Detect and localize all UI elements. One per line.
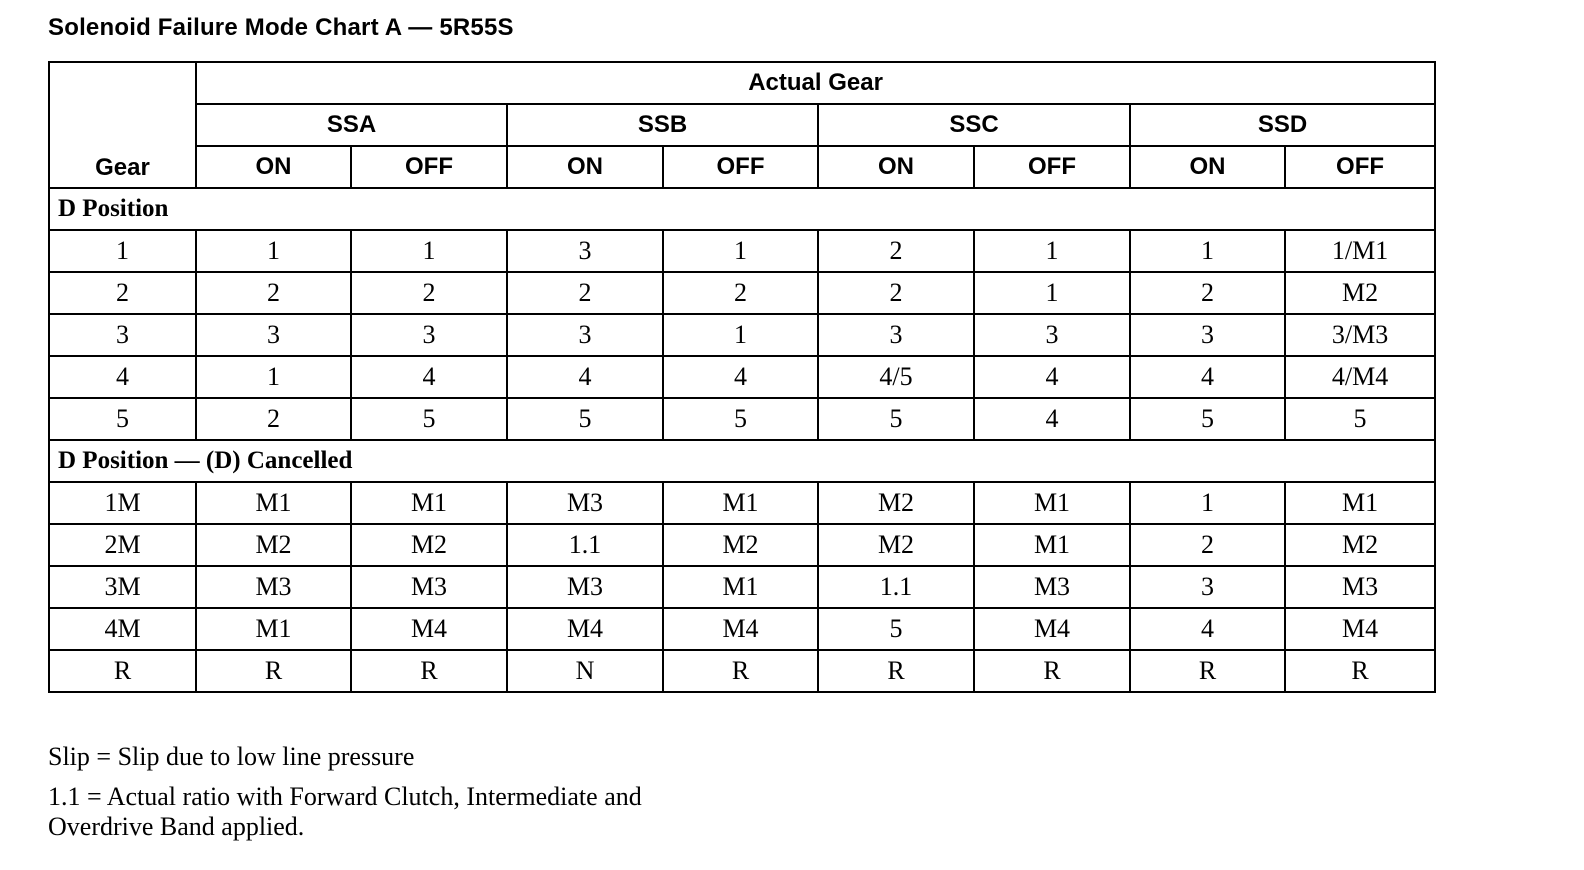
actual-gear-cell: 2 [818, 272, 974, 314]
actual-gear-cell: 2 [1130, 272, 1285, 314]
footnotes [48, 742, 728, 842]
table-row [49, 608, 1435, 650]
actual-gear-cell: M4 [351, 608, 507, 650]
table-row [49, 482, 1435, 524]
actual-gear-cell: 2 [818, 230, 974, 272]
actual-gear-cell: R [1130, 650, 1285, 692]
actual-gear-cell: 4 [1130, 356, 1285, 398]
actual-gear-cell: R [663, 650, 818, 692]
actual-gear-cell: M3 [351, 566, 507, 608]
actual-gear-cell: 4 [351, 356, 507, 398]
actual-gear-cell: M2 [818, 482, 974, 524]
solenoid-failure-table [48, 61, 1436, 693]
actual-gear-cell: 1 [663, 230, 818, 272]
table-row [49, 356, 1435, 398]
table-row [49, 230, 1435, 272]
state-header-ssc-on: ON [818, 146, 974, 188]
footnote-ratio: 1.1 = Actual ratio with Forward Clutch, Intermediate and Overdrive Band applied. [48, 782, 642, 841]
actual-gear-cell: M4 [507, 608, 663, 650]
actual-gear-cell: 5 [1130, 398, 1285, 440]
actual-gear-cell: 4 [1130, 608, 1285, 650]
actual-gear-cell: 1 [974, 272, 1130, 314]
actual-gear-cell: R [196, 650, 351, 692]
table-row [49, 314, 1435, 356]
solenoid-header-ssb: SSB [507, 104, 818, 146]
gear-cell: 2 [49, 272, 196, 314]
actual-gear-cell: 1 [196, 230, 351, 272]
actual-gear-cell: R [974, 650, 1130, 692]
actual-gear-cell: 3 [196, 314, 351, 356]
solenoid-header-ssa: SSA [196, 104, 507, 146]
actual-gear-cell: M1 [196, 608, 351, 650]
actual-gear-cell: 3 [507, 314, 663, 356]
gear-cell: 4 [49, 356, 196, 398]
table-row [49, 524, 1435, 566]
header-row-solenoids [49, 104, 1435, 146]
actual-gear-cell: M1 [974, 482, 1130, 524]
actual-gear-cell: 1.1 [818, 566, 974, 608]
section-row [49, 188, 1435, 230]
actual-gear-header: Actual Gear [196, 62, 1435, 104]
actual-gear-cell: 2 [1130, 524, 1285, 566]
table-row [49, 398, 1435, 440]
actual-gear-cell: 5 [818, 398, 974, 440]
actual-gear-cell: 3 [1130, 566, 1285, 608]
actual-gear-cell: 3 [507, 230, 663, 272]
actual-gear-cell: M1 [974, 524, 1130, 566]
actual-gear-cell: 4 [507, 356, 663, 398]
actual-gear-cell: 5 [351, 398, 507, 440]
actual-gear-cell: 3 [818, 314, 974, 356]
gear-cell: 2M [49, 524, 196, 566]
state-header-ssb-on: ON [507, 146, 663, 188]
table-row [49, 650, 1435, 692]
section-label: D Position [49, 188, 1435, 230]
gear-cell: 4M [49, 608, 196, 650]
section-row [49, 440, 1435, 482]
footnote-slip: Slip = Slip due to low line pressure [48, 742, 415, 771]
actual-gear-cell: 4/5 [818, 356, 974, 398]
header-row-states [49, 146, 1435, 188]
actual-gear-cell: 1 [974, 230, 1130, 272]
actual-gear-cell: M1 [196, 482, 351, 524]
actual-gear-cell: 1.1 [507, 524, 663, 566]
actual-gear-cell: 3 [974, 314, 1130, 356]
actual-gear-cell: M2 [351, 524, 507, 566]
actual-gear-cell: M2 [818, 524, 974, 566]
gear-cell: 1 [49, 230, 196, 272]
gear-cell: R [49, 650, 196, 692]
actual-gear-cell: 1 [196, 356, 351, 398]
chart-title: Solenoid Failure Mode Chart A — 5R55S [48, 14, 514, 41]
actual-gear-cell: M4 [974, 608, 1130, 650]
actual-gear-cell: M2 [663, 524, 818, 566]
actual-gear-cell: R [818, 650, 974, 692]
state-header-ssc-off: OFF [974, 146, 1130, 188]
state-header-ssd-on: ON [1130, 146, 1285, 188]
actual-gear-cell: N [507, 650, 663, 692]
actual-gear-cell: M2 [196, 524, 351, 566]
actual-gear-cell: M3 [196, 566, 351, 608]
actual-gear-cell: 1/M1 [1285, 230, 1435, 272]
gear-cell: 3 [49, 314, 196, 356]
actual-gear-cell: 1 [351, 230, 507, 272]
gear-cell: 3M [49, 566, 196, 608]
actual-gear-cell: 5 [507, 398, 663, 440]
actual-gear-cell: M1 [1285, 482, 1435, 524]
actual-gear-cell: 5 [1285, 398, 1435, 440]
actual-gear-cell: 3 [1130, 314, 1285, 356]
actual-gear-cell: M3 [1285, 566, 1435, 608]
table-body [49, 188, 1435, 692]
gear-column-header: Gear [49, 62, 196, 188]
gear-cell: 1M [49, 482, 196, 524]
actual-gear-cell: M3 [507, 482, 663, 524]
state-header-ssa-off: OFF [351, 146, 507, 188]
actual-gear-cell: 4 [663, 356, 818, 398]
actual-gear-cell: 5 [818, 608, 974, 650]
actual-gear-cell: 2 [663, 272, 818, 314]
solenoid-header-ssd: SSD [1130, 104, 1435, 146]
actual-gear-cell: 1 [663, 314, 818, 356]
solenoid-header-ssc: SSC [818, 104, 1130, 146]
actual-gear-cell: 5 [663, 398, 818, 440]
state-header-ssb-off: OFF [663, 146, 818, 188]
actual-gear-cell: M2 [1285, 524, 1435, 566]
actual-gear-cell: R [1285, 650, 1435, 692]
actual-gear-cell: 4 [974, 398, 1130, 440]
actual-gear-cell: M1 [663, 566, 818, 608]
header-row-actual-gear [49, 62, 1435, 104]
actual-gear-cell: 2 [196, 398, 351, 440]
actual-gear-cell: 1 [1130, 482, 1285, 524]
table-header [49, 62, 1435, 188]
actual-gear-cell: M2 [1285, 272, 1435, 314]
table-row [49, 566, 1435, 608]
actual-gear-cell: M4 [1285, 608, 1435, 650]
actual-gear-cell: 4 [974, 356, 1130, 398]
actual-gear-cell: 4/M4 [1285, 356, 1435, 398]
actual-gear-cell: 1 [1130, 230, 1285, 272]
actual-gear-cell: 2 [507, 272, 663, 314]
section-label: D Position — (D) Cancelled [49, 440, 1435, 482]
actual-gear-cell: 3/M3 [1285, 314, 1435, 356]
actual-gear-cell: 3 [351, 314, 507, 356]
actual-gear-cell: M1 [663, 482, 818, 524]
actual-gear-cell: 2 [351, 272, 507, 314]
actual-gear-cell: R [351, 650, 507, 692]
actual-gear-cell: M3 [507, 566, 663, 608]
state-header-ssd-off: OFF [1285, 146, 1435, 188]
actual-gear-cell: M3 [974, 566, 1130, 608]
actual-gear-cell: 2 [196, 272, 351, 314]
state-header-ssa-on: ON [196, 146, 351, 188]
actual-gear-cell: M4 [663, 608, 818, 650]
table-row [49, 272, 1435, 314]
actual-gear-cell: M1 [351, 482, 507, 524]
gear-cell: 5 [49, 398, 196, 440]
